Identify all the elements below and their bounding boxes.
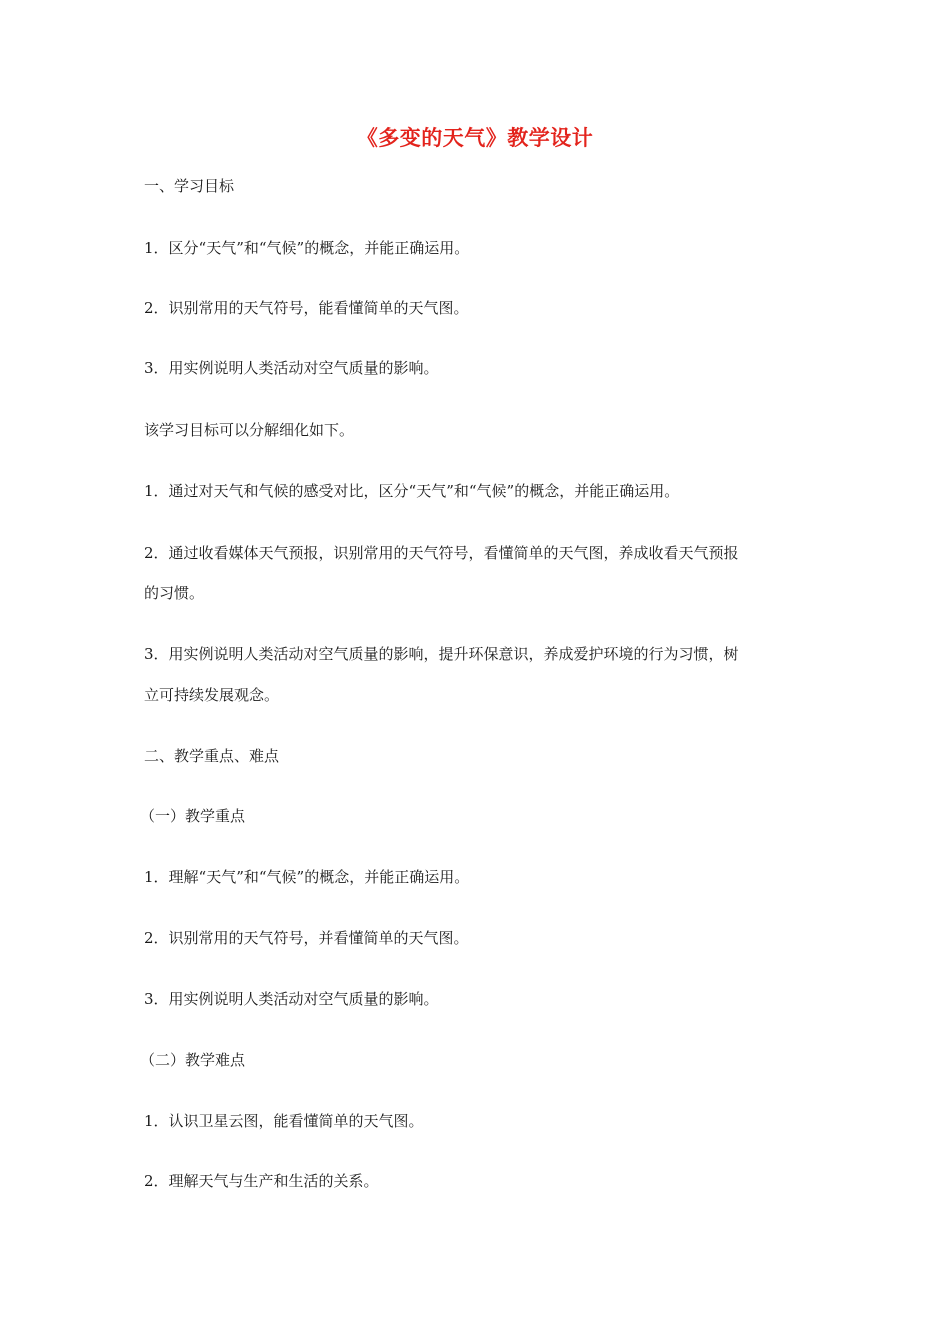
detailed-goal-1: 1．通过对天气和气候的感受对比，区分“天气”和“气候”的概念，并能正确运用。 bbox=[144, 482, 680, 500]
goal-item-2: 2．识别常用的天气符号，能看懂简单的天气图。 bbox=[144, 299, 469, 317]
detailed-goal-2-line-1: 2．通过收看媒体天气预报，识别常用的天气符号，看懂简单的天气图，养成收看天气预报 bbox=[144, 544, 739, 562]
focus-item-1: 1．理解“天气”和“气候”的概念，并能正确运用。 bbox=[144, 868, 470, 886]
section-heading-learning-goals: 一、学习目标 bbox=[144, 177, 235, 195]
detailed-goal-3-line-2: 立可持续发展观念。 bbox=[144, 686, 280, 704]
document-title: 《多变的天气》教学设计 bbox=[356, 125, 594, 150]
focus-item-3: 3．用实例说明人类活动对空气质量的影响。 bbox=[144, 990, 439, 1008]
detailed-goal-3-line-1: 3．用实例说明人类活动对空气质量的影响，提升环保意识，养成爱护环境的行为习惯，树 bbox=[144, 645, 739, 663]
goal-item-1: 1．区分“天气”和“气候”的概念，并能正确运用。 bbox=[144, 239, 470, 257]
focus-item-2: 2．识别常用的天气符号，并看懂简单的天气图。 bbox=[144, 929, 469, 947]
goal-item-3: 3．用实例说明人类活动对空气质量的影响。 bbox=[144, 359, 439, 377]
difficulty-item-1: 1．认识卫星云图，能看懂简单的天气图。 bbox=[144, 1112, 424, 1130]
subheading-teaching-focus: （一）教学重点 bbox=[140, 807, 246, 825]
difficulty-item-2: 2．理解天气与生产和生活的关系。 bbox=[144, 1172, 379, 1190]
section-heading-key-points: 二、教学重点、难点 bbox=[144, 747, 280, 765]
subheading-teaching-difficulty: （二）教学难点 bbox=[140, 1051, 246, 1069]
detailed-goal-2-line-2: 的习惯。 bbox=[144, 584, 205, 602]
goal-breakdown-intro: 该学习目标可以分解细化如下。 bbox=[144, 421, 355, 439]
